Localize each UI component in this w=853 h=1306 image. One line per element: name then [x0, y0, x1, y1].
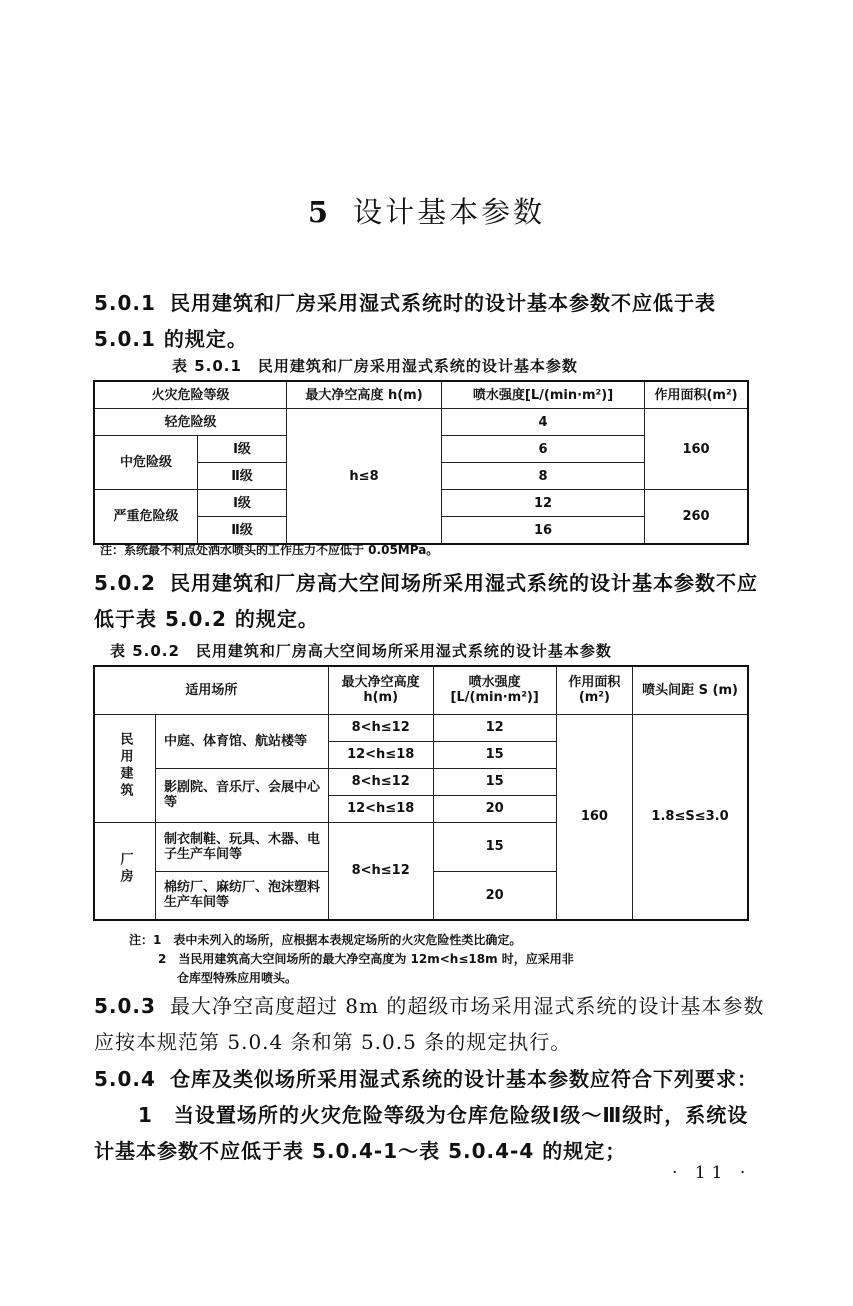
clause-number: 5.0.4 [94, 1067, 156, 1091]
header-max-height: 最大净空高度 h(m) [287, 381, 442, 409]
header-spacing: 喷头间距 S (m) [633, 666, 748, 714]
height-cell: 8<h≤12 [328, 822, 433, 920]
area-cell: 160 [556, 714, 632, 920]
intensity-cell: 15 [433, 741, 556, 768]
place-cell: 中庭、体育馆、航站楼等 [156, 714, 329, 768]
cell-intensity: 12 [442, 490, 645, 517]
clause-number: 5.0.1 [94, 291, 156, 315]
chapter-heading [0, 190, 853, 231]
cell-light-hazard: 轻危险级 [94, 409, 287, 436]
header-intensity: 喷水强度 [L/(min·m²)] [433, 666, 556, 714]
height-cell: 8<h≤12 [328, 714, 433, 741]
clause-text: 最大净空高度超过 8m 的超级市场采用湿式系统的设计基本参数应按本规范第 5.0.4 条和第 5.0.5 条的规定执行。 [94, 994, 765, 1054]
intensity-cell: 12 [433, 714, 556, 741]
cell-intensity: 8 [442, 463, 645, 490]
cell-severe-hazard: 严重危险级 [94, 490, 198, 545]
table-5-0-2-caption: 表 5.0.2 民用建筑和厂房高大空间场所采用湿式系统的设计基本参数 [110, 642, 612, 660]
clause-number: 5.0.2 [94, 571, 156, 595]
intensity-cell: 15 [433, 768, 556, 795]
clause-5-0-1 [94, 285, 766, 357]
cell-intensity: 6 [442, 436, 645, 463]
header-place: 适用场所 [94, 666, 328, 714]
page-number: · 11 · [672, 1163, 752, 1183]
cell-intensity: 4 [442, 409, 645, 436]
header-area: 作用面积 (m²) [556, 666, 632, 714]
cell-grade: Ⅰ级 [198, 436, 287, 463]
intensity-cell: 15 [433, 822, 556, 871]
chapter-title: 设计基本参数 [353, 195, 546, 229]
place-cell: 影剧院、音乐厅、会展中心等 [156, 768, 329, 822]
clause-text: 仓库及类似场所采用湿式系统的设计基本参数应符合下列要求： [169, 1067, 758, 1091]
table-5-0-1-caption: 表 5.0.1 民用建筑和厂房采用湿式系统的设计基本参数 [172, 357, 578, 375]
clause-5-0-2 [94, 565, 766, 637]
chapter-number: 5 [307, 195, 332, 229]
table-5-0-2-note-3: 仓库型特殊应用喷头。 [177, 971, 298, 985]
table-5-0-2-note-1: 注：1 表中未列入的场所，应根据本表规定场所的火灾危险性类比确定。 [129, 933, 522, 947]
table-5-0-1-note: 注：系统最不利点处洒水喷头的工作压力不应低于 0.05MPa。 [100, 543, 439, 557]
table-5-0-1 [93, 380, 749, 545]
table-5-0-2 [93, 665, 749, 921]
header-max-height: 最大净空高度 h(m) [328, 666, 433, 714]
table-5-0-2-note-2: 2 当民用建筑高大空间场所的最大净空高度为 12m<h≤18m 时，应采用非 [158, 952, 574, 966]
clause-5-0-4-item-1 [94, 1097, 766, 1169]
header-hazard-class: 火灾危险等级 [94, 381, 287, 409]
cell-grade: Ⅱ级 [198, 517, 287, 545]
spacing-cell: 1.8≤S≤3.0 [633, 714, 748, 920]
clause-5-0-3 [94, 988, 766, 1060]
cell-grade: Ⅰ级 [198, 490, 287, 517]
cell-middle-hazard: 中危险级 [94, 436, 198, 490]
item-text: 1 当设置场所的火灾危险等级为仓库危险级Ⅰ级～Ⅲ级时，系统设计基本参数不应低于表 5.0.4-1～表 5.0.4-4 的规定； [94, 1103, 749, 1163]
clause-text: 民用建筑和厂房高大空间场所采用湿式系统的设计基本参数不应低于表 5.0.2 的规定。 [94, 571, 758, 631]
cell-height: h≤8 [287, 409, 442, 545]
cell-area: 260 [645, 490, 748, 545]
group-civil-buildings: 民用建筑 [94, 714, 156, 822]
intensity-cell: 20 [433, 795, 556, 822]
cell-grade: Ⅱ级 [198, 463, 287, 490]
height-cell: 12<h≤18 [328, 741, 433, 768]
place-cell: 棉纺厂、麻纺厂、泡沫塑料生产车间等 [156, 871, 329, 920]
clause-5-0-4 [94, 1061, 766, 1097]
height-cell: 12<h≤18 [328, 795, 433, 822]
clause-number: 5.0.3 [94, 994, 156, 1018]
group-factory: 厂房 [94, 822, 156, 920]
header-area: 作用面积(m²) [645, 381, 748, 409]
intensity-cell: 20 [433, 871, 556, 920]
place-cell: 制衣制鞋、玩具、木器、电子生产车间等 [156, 822, 329, 871]
clause-text: 民用建筑和厂房采用湿式系统时的设计基本参数不应低于表 5.0.1 的规定。 [94, 291, 716, 351]
cell-area: 160 [645, 409, 748, 490]
header-intensity: 喷水强度[L/(min·m²)] [442, 381, 645, 409]
cell-intensity: 16 [442, 517, 645, 545]
height-cell: 8<h≤12 [328, 768, 433, 795]
